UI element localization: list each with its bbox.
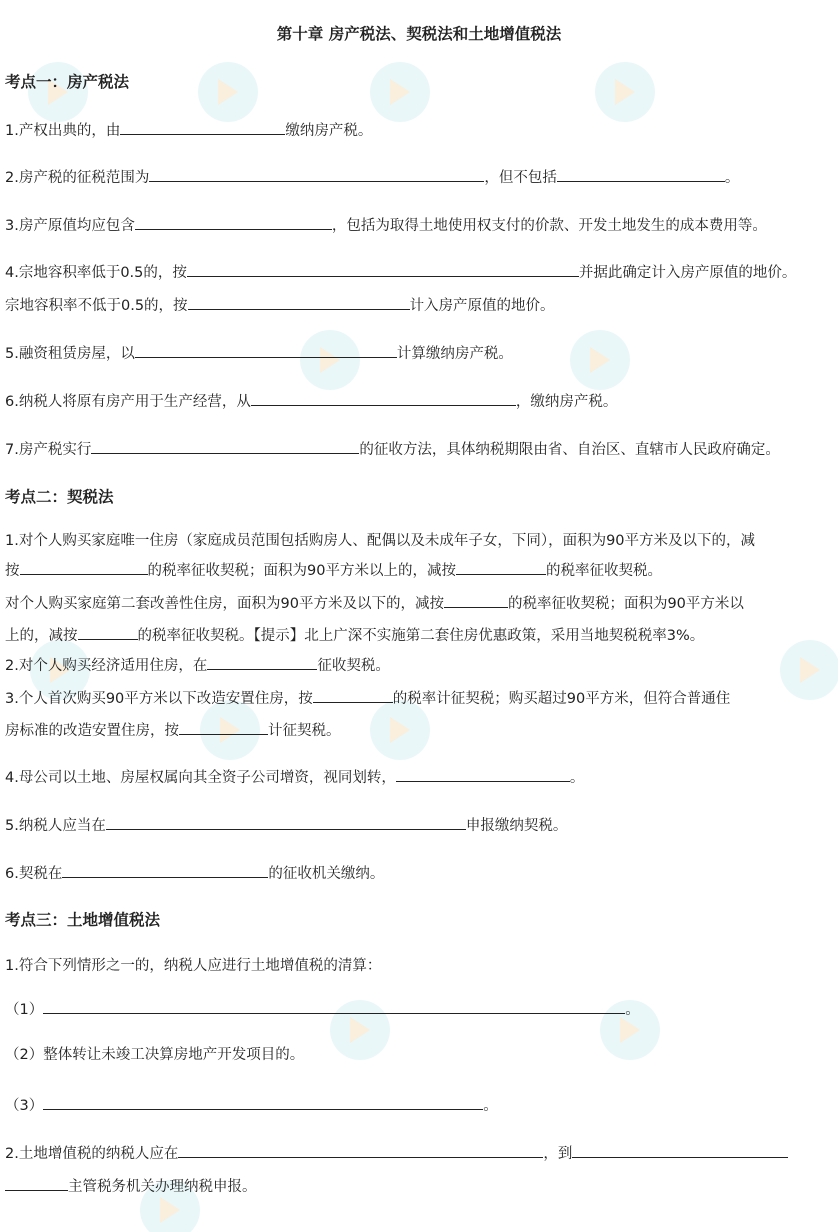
blank[interactable] xyxy=(207,655,317,670)
question-1-4: 4.宗地容积率低于0.5的，按 并据此确定计入房产原值的地价。 xyxy=(5,262,796,283)
blank[interactable] xyxy=(178,1143,543,1158)
question-2-1: 1.对个人购买家庭唯一住房（家庭成员范围包括购房人、配偶以及未成年子女，下同），面积为90平方米及以下的，减 xyxy=(5,533,756,549)
question-1-7: 7.房产税实行 的征收方法，具体纳税期限由省、自治区、直辖市人民政府确定。 xyxy=(5,439,780,460)
blank[interactable] xyxy=(20,560,148,575)
blank[interactable] xyxy=(62,863,268,878)
blank[interactable] xyxy=(135,343,397,358)
question-2-1d: 上的，减按 的税率征收契税。【提示】北上广深不实施第二套住房优惠政策，采用当地契税税率3%。 xyxy=(5,625,704,646)
item-3-1-3: （3） 。 xyxy=(5,1095,498,1116)
question-2-3b: 房标准的改造安置住房，按 计征契税。 xyxy=(5,720,341,741)
blank[interactable] xyxy=(313,688,393,703)
blank[interactable] xyxy=(251,391,516,406)
question-2-1b: 按 的税率征收契税；面积为90平方米以上的，减按 的税率征收契税。 xyxy=(5,560,662,581)
blank[interactable] xyxy=(43,999,625,1014)
blank[interactable] xyxy=(120,120,285,135)
blank[interactable] xyxy=(188,295,410,310)
blank[interactable] xyxy=(187,262,579,277)
blank[interactable] xyxy=(149,167,484,182)
question-3-2b: 主管税务机关办理纳税申报。 xyxy=(5,1176,257,1197)
question-3-2: 2.土地增值税的纳税人应在 ，到 xyxy=(5,1143,788,1164)
blank[interactable] xyxy=(444,593,508,608)
section-heading-2: 考点二：契税法 xyxy=(5,488,114,506)
question-1-5: 5.融资租赁房屋，以 计算缴纳房产税。 xyxy=(5,343,513,364)
question-1-3: 3.房产原值均应包含 ，包括为取得土地使用权支付的价款、开发土地发生的成本费用等。 xyxy=(5,215,767,236)
blank[interactable] xyxy=(43,1095,483,1110)
blank[interactable] xyxy=(106,815,466,830)
blank[interactable] xyxy=(179,720,268,735)
question-2-2: 2.对个人购买经济适用住房，在 征收契税。 xyxy=(5,655,390,676)
question-1-1: 1.产权出典的，由 缴纳房产税。 xyxy=(5,120,372,141)
blank[interactable] xyxy=(572,1143,788,1158)
question-2-6: 6.契税在 的征收机关缴纳。 xyxy=(5,863,384,884)
blank[interactable] xyxy=(135,215,332,230)
question-1-6: 6.纳税人将原有房产用于生产经营，从 ，缴纳房产税。 xyxy=(5,391,617,412)
blank[interactable] xyxy=(91,439,359,454)
chapter-title: 第十章 房产税法、契税法和土地增值税法 xyxy=(276,25,562,43)
question-2-1c: 对个人购买家庭第二套改善性住房，面积为90平方米及以下的，减按 的税率征收契税；面积为90平方米以 xyxy=(5,593,744,614)
item-3-1-2: （2）整体转让未竣工决算房地产开发项目的。 xyxy=(5,1047,305,1063)
question-2-4: 4.母公司以土地、房屋权属向其全资子公司增资，视同划转， 。 xyxy=(5,767,584,788)
question-2-3: 3.个人首次购买90平方米以下改造安置住房，按 的税率计征契税；购买超过90平方米，但符合普通住 xyxy=(5,688,730,709)
question-1-2: 2.房产税的征税范围为 ，但不包括 。 xyxy=(5,167,739,188)
question-3-1: 1.符合下列情形之一的，纳税人应进行土地增值税的清算： xyxy=(5,958,382,974)
section-heading-1: 考点一：房产税法 xyxy=(5,73,130,91)
blank[interactable] xyxy=(557,167,725,182)
blank[interactable] xyxy=(456,560,546,575)
blank[interactable] xyxy=(396,767,570,782)
item-3-1-1: （1） 。 xyxy=(5,999,640,1020)
blank[interactable] xyxy=(78,625,138,640)
section-heading-3: 考点三：土地增值税法 xyxy=(5,911,161,929)
question-2-5: 5.纳税人应当在 申报缴纳契税。 xyxy=(5,815,567,836)
question-1-4b: 宗地容积率不低于0.5的，按 计入房产原值的地价。 xyxy=(5,295,555,316)
blank[interactable] xyxy=(5,1176,68,1191)
